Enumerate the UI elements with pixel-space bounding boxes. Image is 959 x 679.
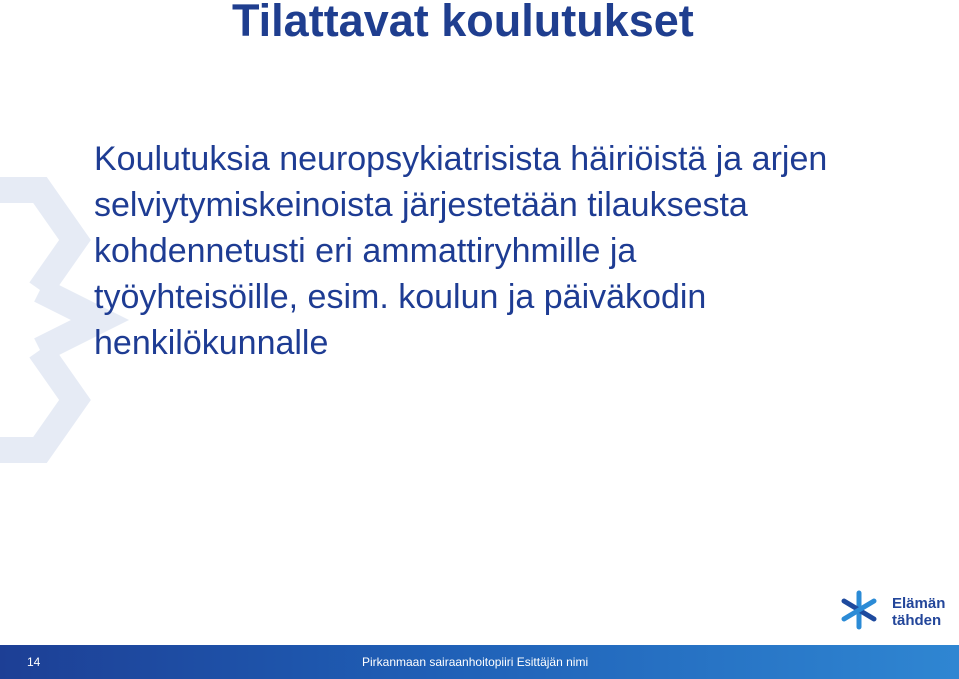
footer-bar: [0, 645, 959, 679]
body-line: henkilökunnalle: [94, 324, 329, 362]
body-line: Koulutuksia neuropsykiatrisista häiriöistä ja arjen: [94, 140, 828, 178]
logo-line1: Elämän: [892, 595, 946, 612]
body-line: työyhteisöille, esim. koulun ja päiväkodin: [94, 278, 707, 316]
footer-organization-presenter: Pirkanmaan sairaanhoitopiiri Esittäjän nimi: [362, 655, 589, 669]
body-line: selviytymiskeinoista järjestetään tilauksesta: [94, 186, 748, 224]
body-line: kohdennetusti eri ammattiryhmille ja: [94, 232, 637, 270]
page-number: 14: [27, 655, 41, 669]
slide-title: Tilattavat koulutukset: [232, 0, 694, 46]
logo-line2: tähden: [892, 612, 942, 629]
logo-wordmark: [892, 595, 945, 629]
slide-body: [94, 136, 924, 366]
